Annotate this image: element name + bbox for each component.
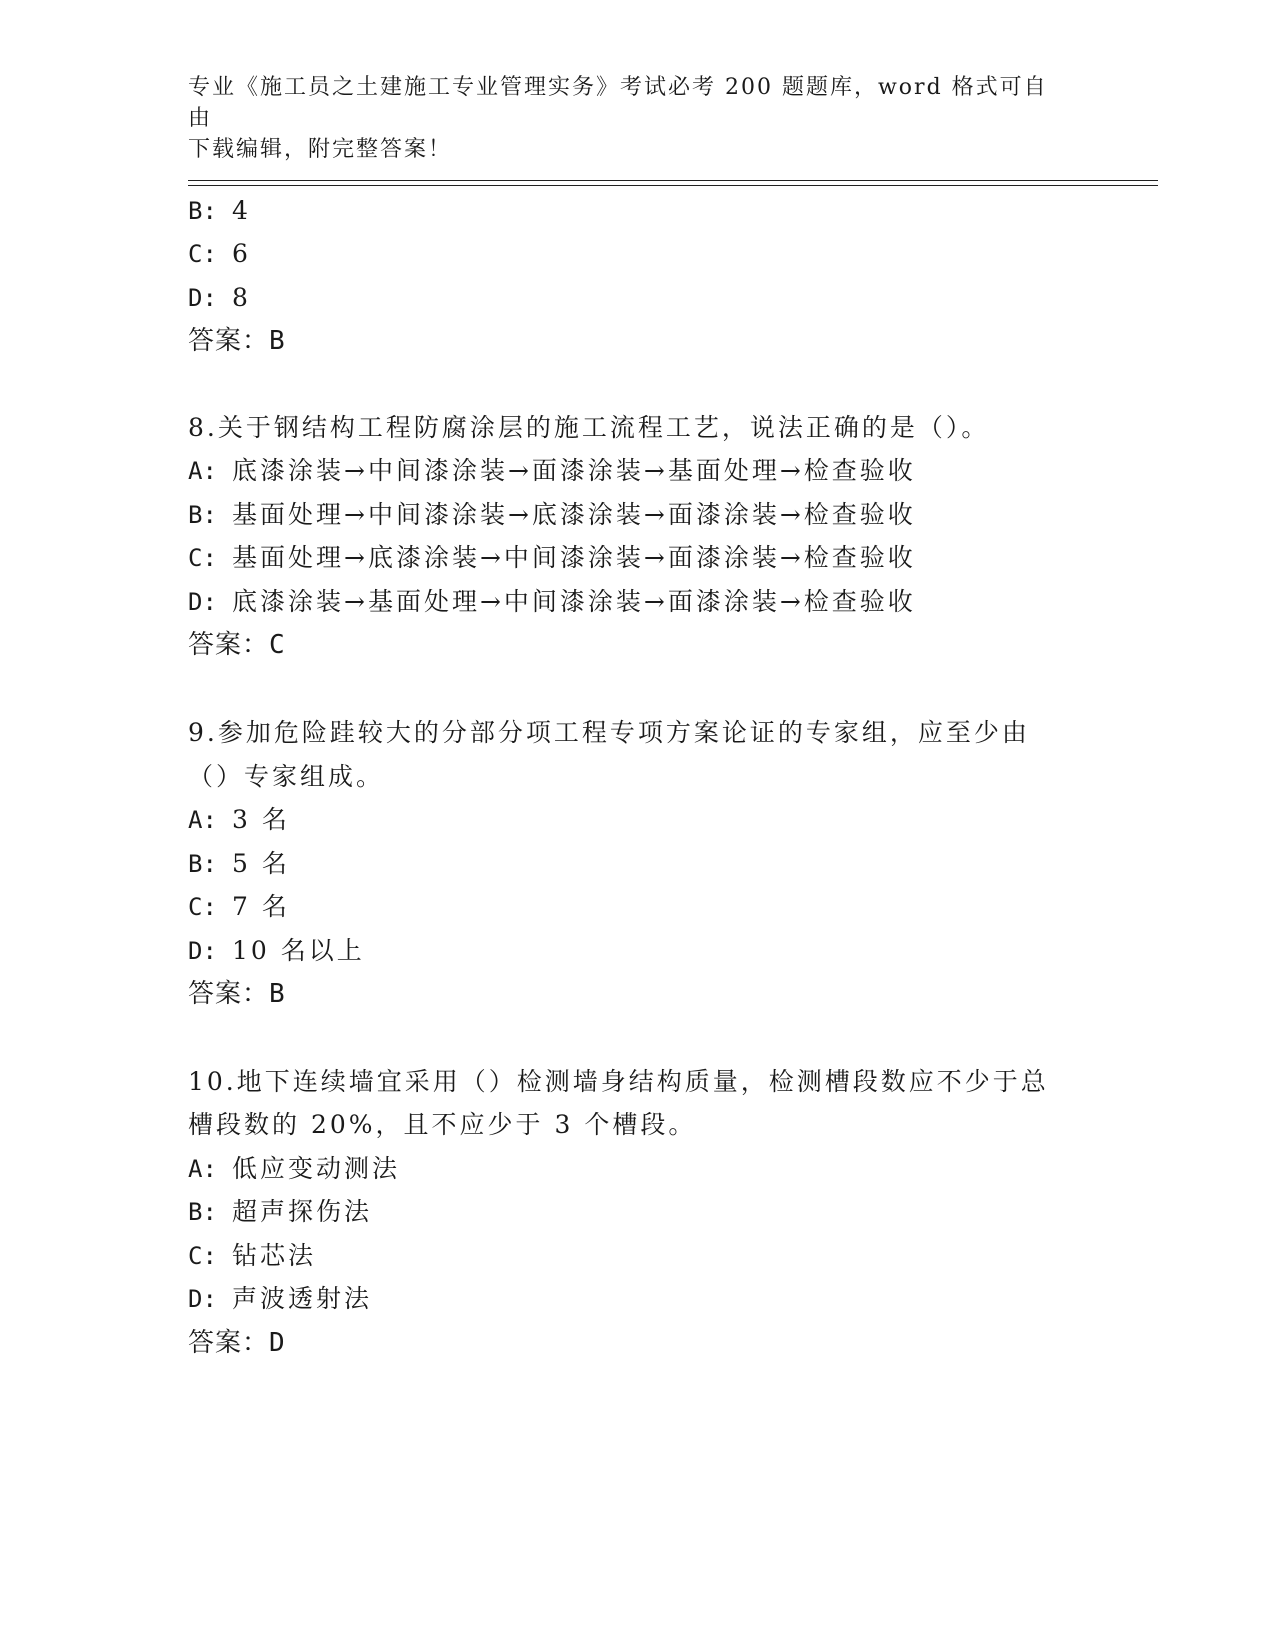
option-letter: B: xyxy=(188,197,217,225)
q9-answer xyxy=(188,979,286,1009)
option-letter: C: xyxy=(188,544,217,572)
q10-option-a xyxy=(188,1154,400,1184)
q9-option-d xyxy=(188,936,365,966)
q9-option-a xyxy=(188,805,290,835)
option-text: 7 名 xyxy=(232,892,290,921)
q10-answer xyxy=(188,1328,286,1358)
option-letter: A: xyxy=(188,806,217,834)
option-text: 钻芯法 xyxy=(232,1241,317,1270)
q10-option-c xyxy=(188,1241,316,1271)
q7-option-d xyxy=(188,283,251,313)
option-text: 8 xyxy=(232,283,251,312)
header-divider-top xyxy=(188,180,1158,181)
option-letter: D: xyxy=(188,1285,217,1313)
q10-option-d xyxy=(188,1284,372,1314)
q7-answer xyxy=(188,326,286,356)
option-text: 3 名 xyxy=(232,805,290,834)
answer-value: D xyxy=(269,1328,286,1358)
q10-option-b xyxy=(188,1197,372,1227)
option-letter: C: xyxy=(188,240,217,268)
q9-option-c xyxy=(188,892,290,922)
option-letter: C: xyxy=(188,893,217,921)
q9-question-line-2: （）专家组成。 xyxy=(188,762,385,791)
option-letter: D: xyxy=(188,588,217,616)
header-line-1: 专业《施工员之土建施工专业管理实务》考试必考 200 题题库，word 格式可自由 xyxy=(188,75,1048,131)
document-header xyxy=(188,72,1068,165)
option-letter: B: xyxy=(188,850,217,878)
option-text: 底漆涂装→中间漆涂装→面漆涂装→基面处理→检查验收 xyxy=(232,456,916,485)
q7-option-b xyxy=(188,196,251,226)
option-letter: D: xyxy=(188,937,217,965)
option-text: 基面处理→底漆涂装→中间漆涂装→面漆涂装→检查验收 xyxy=(232,543,916,572)
option-text: 6 xyxy=(232,239,251,268)
answer-label: 答案： xyxy=(188,979,270,1009)
option-text: 10 名以上 xyxy=(232,936,365,965)
q8-option-d xyxy=(188,587,916,617)
option-text: 5 名 xyxy=(232,849,290,878)
option-text: 超声探伤法 xyxy=(232,1197,373,1226)
header-divider-bottom xyxy=(188,185,1158,186)
answer-label: 答案： xyxy=(188,630,270,660)
q8-option-c xyxy=(188,543,916,573)
option-letter: B: xyxy=(188,501,217,529)
option-letter: B: xyxy=(188,1198,217,1226)
q8-answer xyxy=(188,630,286,660)
q8-option-b xyxy=(188,500,916,530)
answer-label: 答案： xyxy=(188,326,270,356)
q9-question-line-1: 9.参加危险跬较大的分部分项工程专项方案论证的专家组，应至少由 xyxy=(188,718,1030,747)
answer-value: B xyxy=(269,979,286,1009)
answer-value: B xyxy=(269,326,286,356)
q9-option-b xyxy=(188,849,290,879)
option-letter: A: xyxy=(188,1155,217,1183)
q8-option-a xyxy=(188,456,916,486)
option-text: 基面处理→中间漆涂装→底漆涂装→面漆涂装→检查验收 xyxy=(232,500,916,529)
option-letter: C: xyxy=(188,1242,217,1270)
q10-question-line-1: 10.地下连续墙宜采用（）检测墙身结构质量，检测槽段数应不少于总 xyxy=(188,1067,1049,1096)
q7-option-c xyxy=(188,239,251,269)
option-letter: A: xyxy=(188,457,217,485)
option-letter: D: xyxy=(188,284,217,312)
option-text: 4 xyxy=(232,196,251,225)
q8-question: 8.关于钢结构工程防腐涂层的施工流程工艺，说法正确的是（）。 xyxy=(188,413,990,442)
answer-label: 答案： xyxy=(188,1328,270,1358)
q10-question-line-2: 槽段数的 20%，且不应少于 3 个槽段。 xyxy=(188,1110,697,1139)
option-text: 底漆涂装→基面处理→中间漆涂装→面漆涂装→检查验收 xyxy=(232,587,916,616)
header-line-2: 下载编辑，附完整答案！ xyxy=(188,137,453,162)
option-text: 低应变动测法 xyxy=(232,1154,401,1183)
answer-value: C xyxy=(269,630,286,660)
option-text: 声波透射法 xyxy=(232,1284,373,1313)
